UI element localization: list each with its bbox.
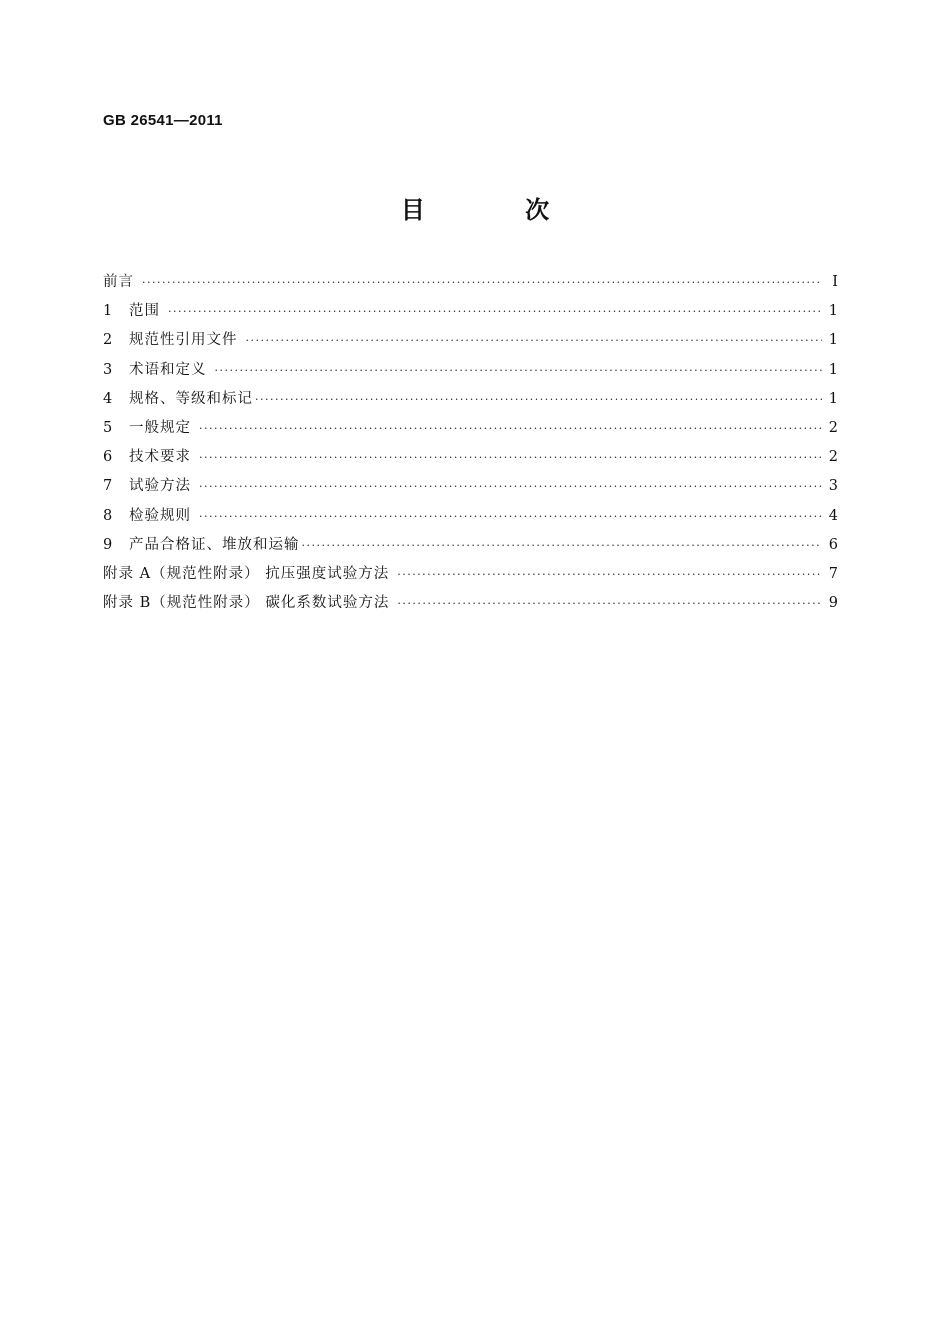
toc-entry-label: 附录 B（规范性附录） 碳化系数试验方法 (103, 595, 390, 612)
toc-entry-number: 2 (103, 332, 113, 349)
toc-entry-page: 1 (828, 361, 838, 378)
toc-entry-appendix-b[interactable] (103, 591, 838, 620)
toc-entry-label: 前言 (103, 274, 134, 290)
toc-entry-page: 1 (828, 332, 838, 349)
toc-dot-leader (168, 305, 822, 318)
toc-entry-page: Ⅰ (832, 274, 838, 290)
toc-entry-scope[interactable] (103, 299, 838, 328)
toc-entry-label: 技术要求 (129, 449, 191, 466)
toc-entry-page: 4 (828, 507, 838, 524)
toc-entry-technical-requirements[interactable] (103, 445, 838, 474)
toc-entry-page: 3 (828, 478, 838, 495)
toc-entry-page: 2 (828, 419, 838, 436)
toc-entry-label: 试验方法 (129, 478, 191, 495)
toc-dot-leader (199, 510, 822, 523)
toc-dot-leader (199, 451, 822, 464)
toc-entry-number: 4 (103, 390, 113, 407)
toc-entry-page: 9 (828, 595, 838, 612)
toc-entry-number: 1 (103, 303, 113, 320)
toc-entry-certificate-storage-transport[interactable] (103, 533, 838, 562)
standard-code: GB 26541—2011 (103, 112, 223, 129)
toc-entry-page: 6 (828, 536, 838, 553)
toc-entry-label: 规格、等级和标记 (129, 390, 253, 407)
toc-entry-terms-definitions[interactable] (103, 358, 838, 387)
toc-entry-number: 6 (103, 449, 113, 466)
toc-dot-leader (302, 539, 823, 552)
toc-dot-leader (199, 422, 822, 435)
toc-entry-foreword[interactable] (103, 270, 838, 299)
toc-entry-page: 7 (828, 565, 838, 582)
toc-entry-number: 5 (103, 419, 113, 436)
toc-entry-page: 2 (828, 449, 838, 466)
toc-entry-label: 一般规定 (129, 419, 191, 436)
toc-dot-leader (397, 597, 822, 610)
toc-entry-number: 7 (103, 478, 113, 495)
toc-dot-leader (397, 568, 822, 581)
toc-entry-label: 范围 (129, 303, 160, 320)
toc-dot-leader (142, 276, 822, 289)
toc-entry-label: 术语和定义 (129, 361, 207, 378)
toc-entry-general-provisions[interactable] (103, 416, 838, 445)
toc-entry-label: 规范性引用文件 (129, 332, 238, 349)
toc-entry-test-methods[interactable] (103, 474, 838, 503)
toc-entry-page: 1 (828, 390, 838, 407)
toc-entry-label: 检验规则 (129, 507, 191, 524)
table-of-contents (103, 270, 838, 620)
toc-entry-normative-references[interactable] (103, 328, 838, 357)
toc-entry-number: 3 (103, 361, 113, 378)
toc-dot-leader (215, 364, 823, 377)
toc-entry-specifications[interactable] (103, 387, 838, 416)
toc-entry-number: 9 (103, 536, 113, 553)
toc-entry-page: 1 (828, 303, 838, 320)
toc-entry-label: 产品合格证、堆放和运输 (129, 536, 300, 553)
toc-entry-number: 8 (103, 507, 113, 524)
toc-entry-appendix-a[interactable] (103, 562, 838, 591)
toc-dot-leader (246, 334, 823, 347)
toc-title: 目 次 (400, 196, 596, 224)
toc-entry-inspection-rules[interactable] (103, 504, 838, 533)
toc-dot-leader (199, 480, 822, 493)
toc-dot-leader (255, 393, 822, 406)
toc-entry-label: 附录 A（规范性附录） 抗压强度试验方法 (103, 565, 390, 582)
